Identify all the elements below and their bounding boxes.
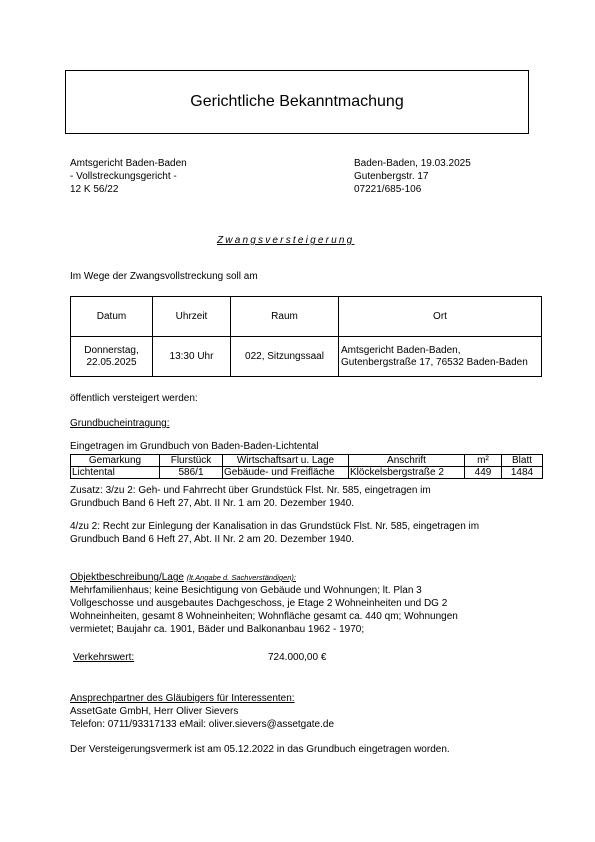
schedule-place-line2: Gutenbergstraße 17, 76532 Baden-Baden (341, 356, 528, 368)
parcel-lot: 586/1 (160, 467, 223, 479)
description-line-3: Wohneinheiten, gesamt 8 Wohneinheiten; Wohnfläche gesamt ca. 440 qm; Wohnungen (70, 611, 458, 622)
addendum-2-line-1: 4/zu 2: Recht zur Einlegung der Kanalisation in das Grundstück Flst. Nr. 585, eingetragen im (70, 521, 480, 532)
schedule-date (71, 337, 153, 377)
contact-company: AssetGate GmbH, Herr Oliver Sievers (70, 706, 239, 717)
court-street: Gutenbergstr. 17 (354, 171, 429, 182)
addendum-1-line-1: Zusatz: 3/zu 2: Geh- und Fahrrecht über Grundstück Flst. Nr. 585, eingetragen im (70, 485, 431, 496)
description-line-1: Mehrfamilienhaus; keine Besichtigung von Gebäude und Wohnungen; lt. Plan 3 (70, 585, 422, 596)
parcel-header-use: Wirtschaftsart u. Lage (223, 455, 349, 467)
schedule-header-date: Datum (71, 297, 153, 337)
schedule-date-weekday: Donnerstag, (84, 344, 139, 356)
description-heading: Objektbeschreibung/Lage (70, 572, 184, 583)
description-heading-line (70, 571, 296, 584)
announcement-title: Gerichtliche Bekanntmachung (190, 93, 404, 110)
land-register-line: Eingetragen im Grundbuch von Baden-Baden-Lichtental (70, 441, 319, 452)
parcel-table (70, 454, 543, 479)
court-name: Amtsgericht Baden-Baden (70, 158, 187, 169)
market-value-label: Verkehrswert: (73, 652, 135, 663)
schedule-room: 022, Sitzungssaal (231, 337, 339, 377)
place-date: Baden-Baden, 19.03.2025 (354, 158, 471, 169)
schedule-time: 13:30 Uhr (153, 337, 231, 377)
court-department: - Vollstreckungsgericht - (70, 171, 177, 182)
intro-text: Im Wege der Zwangsvollstreckung soll am (70, 271, 258, 282)
parcel-header-district: Gemarkung (71, 455, 160, 467)
addendum-2-line-2: Grundbuch Band 6 Heft 27, Abt. II Nr. 2 am 20. Dezember 1940. (70, 534, 355, 545)
addendum-1-line-2: Grundbuch Band 6 Heft 27, Abt. II Nr. 1 am 20. Dezember 1940. (70, 498, 355, 509)
parcel-sheet: 1484 (502, 467, 543, 479)
schedule-row (71, 337, 542, 377)
schedule-header-time: Uhrzeit (153, 297, 231, 337)
schedule-table (70, 296, 542, 377)
announcement-title-box (65, 70, 529, 134)
parcel-address: Klöckelsbergstraße 2 (349, 467, 465, 479)
description-line-2: Vollgeschosse und ausgebautes Dachgeschoss, je Etage 2 Wohneinheiten und DG 2 (70, 598, 448, 609)
section-heading: Zwangsversteigerung (217, 235, 355, 246)
parcel-row (71, 467, 543, 479)
parcel-district: Lichtental (71, 467, 160, 479)
parcel-area: 449 (465, 467, 502, 479)
schedule-place (339, 337, 542, 377)
parcel-header-row (71, 455, 543, 467)
case-number: 12 K 56/22 (70, 184, 119, 195)
contact-heading: Ansprechpartner des Gläubigers für Interessenten: (70, 693, 295, 704)
parcel-header-sheet: Blatt (502, 455, 543, 467)
schedule-date-value: 22.05.2025 (86, 356, 137, 368)
market-value: 724.000,00 € (268, 652, 327, 663)
court-phone: 07221/685-106 (354, 184, 422, 195)
schedule-header-row (71, 297, 542, 337)
schedule-place-line1: Amtsgericht Baden-Baden, (341, 344, 461, 356)
schedule-header-room: Raum (231, 297, 339, 337)
closing-text: Der Versteigerungsvermerk ist am 05.12.2022 in das Grundbuch eingetragen worden. (70, 744, 450, 755)
description-line-4: vermietet; Baujahr ca. 1901, Bäder und Balkonanbau 1962 - 1970; (70, 624, 365, 635)
contact-phone-email: Telefon: 0711/93317133 eMail: oliver.sievers@assetgate.de (70, 719, 335, 730)
auction-text: öffentlich versteigert werden: (70, 393, 198, 404)
land-register-heading: Grundbucheintragung: (70, 418, 170, 429)
parcel-header-lot: Flurstück (160, 455, 223, 467)
schedule-header-place: Ort (339, 297, 542, 337)
parcel-header-area: m² (465, 455, 502, 467)
parcel-use: Gebäude- und Freifläche (223, 467, 349, 479)
parcel-header-address: Anschrift (349, 455, 465, 467)
description-note: (lt.Angabe d. Sachverständigen): (186, 573, 296, 582)
